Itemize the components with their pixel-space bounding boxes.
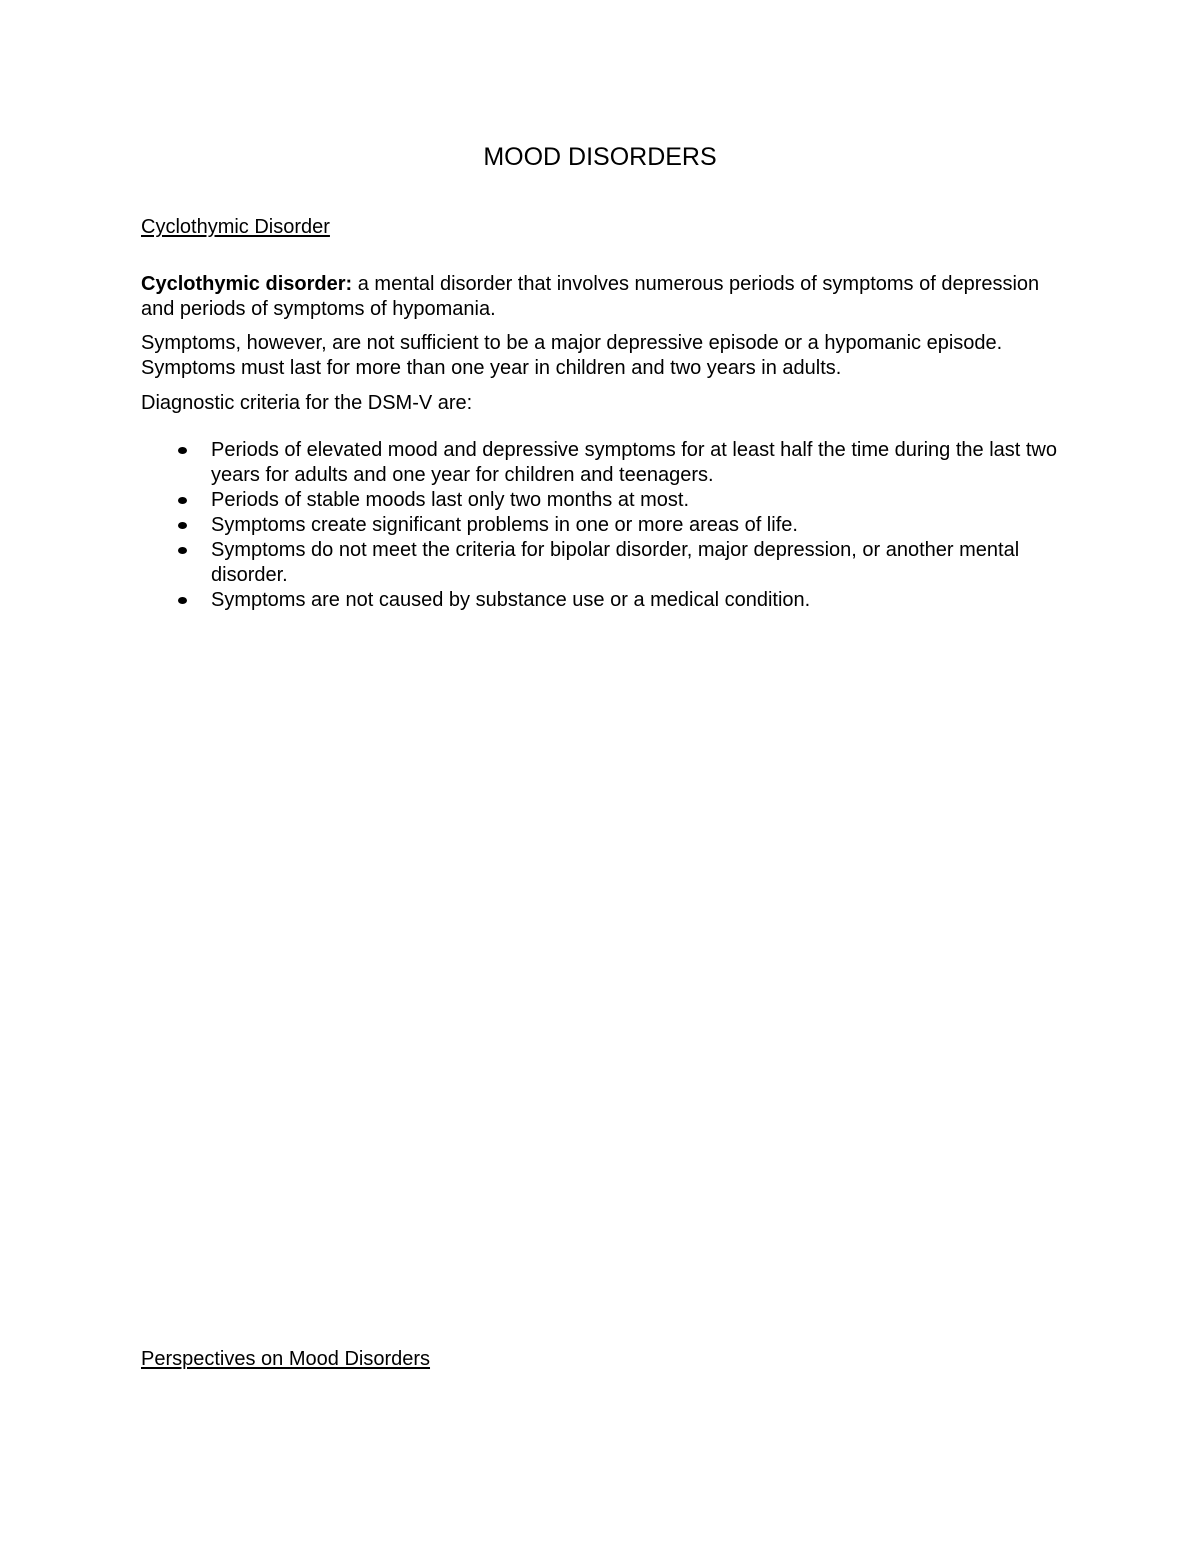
bullet-icon xyxy=(178,522,187,529)
definition-term: Cyclothymic disorder: xyxy=(141,273,353,295)
section-heading-perspectives: Perspectives on Mood Disorders xyxy=(141,1348,431,1370)
list-item-text: Symptoms create significant problems in one or more areas of life. xyxy=(211,514,798,536)
list-item xyxy=(141,513,1061,538)
section-heading-cyclothymic: Cyclothymic Disorder xyxy=(141,216,330,238)
symptoms-paragraph: Symptoms, however, are not sufficient to be a major depressive episode or a hypomanic episode. Symptoms must last for more than one year in children and two years in adults. xyxy=(141,332,1003,379)
bullet-icon xyxy=(178,497,187,504)
definition-text: a mental disorder that involves numerous periods of symptoms of depression and periods of symptoms of hypomania. xyxy=(141,273,1040,320)
list-item-text: Periods of elevated mood and depressive symptoms for at least half the time during the last two years for adults and one year for children and teenagers. xyxy=(211,439,1057,486)
bullet-icon xyxy=(178,547,187,554)
list-item xyxy=(141,488,1061,513)
definition-paragraph xyxy=(141,272,1041,322)
list-item-text: Periods of stable moods last only two months at most. xyxy=(211,489,689,511)
list-item xyxy=(141,438,1061,488)
list-item xyxy=(141,538,1061,588)
list-item-text: Symptoms are not caused by substance use or a medical condition. xyxy=(211,589,811,611)
bullet-icon xyxy=(178,597,187,604)
criteria-intro: Diagnostic criteria for the DSM-V are: xyxy=(141,392,473,414)
list-item-text: Symptoms do not meet the criteria for bipolar disorder, major depression, or another mental disorder. xyxy=(211,539,1020,586)
bullet-icon xyxy=(178,447,187,454)
criteria-list xyxy=(141,438,1061,613)
page-title: MOOD DISORDERS xyxy=(483,143,717,171)
list-item xyxy=(141,588,1061,613)
